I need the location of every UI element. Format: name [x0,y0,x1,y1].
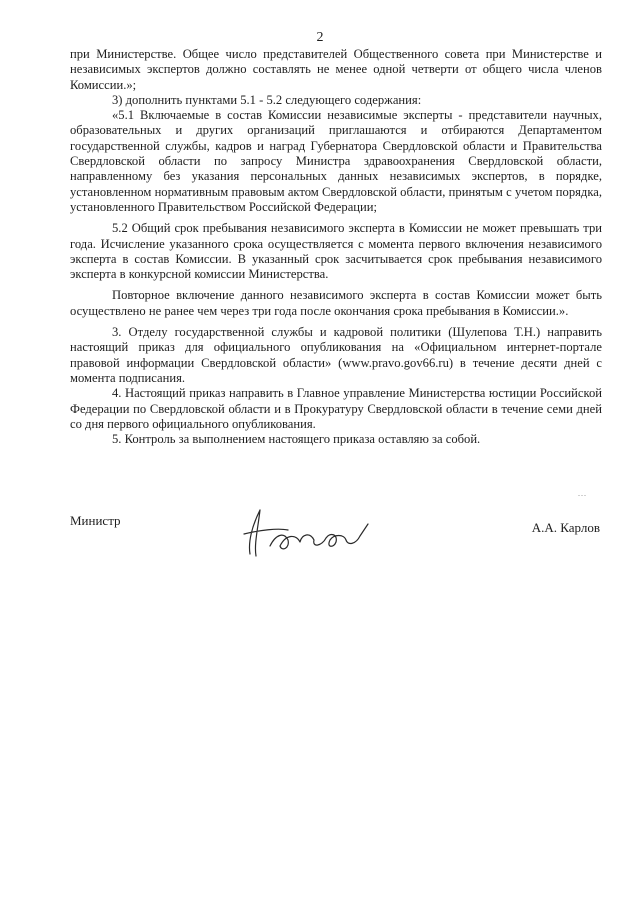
paragraph-repeat-inclusion: Повторное включение данного независимого эксперта в состав Комиссии может быть осуществлено не ранее чем через три года после окончания срока пребывания в Комиссии.». [70,288,602,318]
handwritten-signature [230,504,380,562]
paragraph-point-5-1: «5.1 Включаемые в состав Комиссии независимые эксперты - представители научных, образовательных и других организаций приглашаются и отбираются Департаментом государственной службы, кадров и наград Губернатора Свердловской области и Правительства Свердловской области по запросу Министра здравоохранения Свердловской области, направленному без указания персональных данных независимых экспертов, в порядке, установленном нормативным правовым актом Свердловской области, принятым с учетом порядка, установленного Правительством Российской Федерации; [70,108,602,214]
paragraph-point-5-2: 5.2 Общий срок пребывания независимого эксперта в Комиссии не может превышать три года. Исчисление указанного срока осуществляется с момента первого включения независимого эксперта в состав Комиссии. В указанный срок засчитывается срок пребывания независимого эксперта в конкурсной комиссии Министерства. [70,221,602,282]
paragraph-add-points: 3) дополнить пунктами 5.1 - 5.2 следующего содержания: [112,92,422,107]
signer-name: А.А. Карлов [531,520,600,535]
paragraph-item-5: 5. Контроль за выполнением настоящего приказа оставляю за собой. [112,432,481,447]
paragraph-item-4: 4. Настоящий приказ направить в Главное управление Министерства юстиции Российской Федерации по Свердловской области и в Прокуратуру Свердловской области в течение семи дней со дня первого официального опубликования. [70,386,602,431]
paragraph-council-share: при Министерстве. Общее число представителей Общественного совета при Министерстве и независимых экспертов должно составлять не менее одной четверти от общего числа членов Комиссии.»; [70,47,602,92]
paragraph-item-3: 3. Отделу государственной службы и кадровой политики (Шулепова Т.Н.) направить настоящий приказ для официального опубликования на «Официальном интернет-портале правовой информации Свердловской области» (www.pravo.gov66.ru) в течение десяти дней с момента подписания. [70,325,602,385]
signature-block [70,510,602,570]
document-body [70,47,602,447]
margin-mark: ... [578,489,587,498]
page-number: 2 [316,30,324,45]
signer-position: Министр [70,513,121,528]
